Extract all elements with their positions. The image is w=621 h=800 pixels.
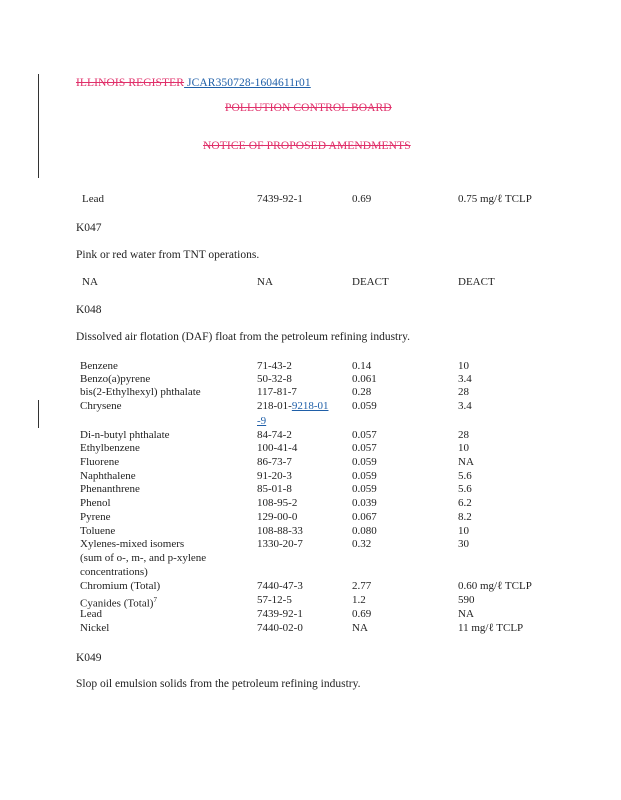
register-new: JCAR350728-1604611r01	[184, 77, 311, 89]
wastewater-value: 0.69	[352, 608, 372, 620]
nonwastewater-value: 10	[458, 442, 469, 454]
nonwastewater-value: 8.2	[458, 511, 472, 523]
table-row	[0, 498, 621, 512]
wastewater-value: 0.32	[352, 538, 372, 550]
constituent-name: Phenol	[80, 497, 111, 509]
wastewater-value: 0.059	[352, 400, 377, 412]
waste-description-k047: Pink or red water from TNT operations.	[76, 249, 260, 261]
constituent-name: Benzene	[80, 360, 118, 372]
table-row-xylenes	[0, 539, 621, 581]
constituent-name: Xylenes-mixed isomers	[80, 538, 185, 550]
footnote-marker: 7	[153, 596, 157, 604]
cas-number: 71-43-2	[257, 360, 292, 372]
wastewater-value: 0.057	[352, 429, 377, 441]
notice-title: NOTICE OF PROPOSED AMENDMENTS	[203, 140, 411, 152]
table-row	[0, 194, 621, 208]
cas-inserted-continued: -9	[257, 415, 267, 427]
constituent-name: Toluene	[80, 525, 116, 537]
nonwastewater-value: 3.4	[458, 373, 472, 385]
change-bar-header	[38, 74, 39, 178]
register-old: ILLINOIS REGISTER	[76, 77, 185, 89]
cas-number: 85-01-8	[257, 483, 292, 495]
wastewater-value: 0.067	[352, 511, 377, 523]
nonwastewater-value: 590	[458, 594, 475, 606]
table-row	[0, 595, 621, 609]
cas-number: 7440-47-3	[257, 580, 303, 592]
cas-number: NA	[257, 276, 273, 288]
constituent-name: Lead	[80, 608, 102, 620]
table-row	[0, 387, 621, 401]
wastewater-value: NA	[352, 622, 368, 634]
cas-number: 100-41-4	[257, 442, 298, 454]
nonwastewater-value: 5.6	[458, 483, 472, 495]
constituent-name: Lead	[82, 193, 104, 205]
table-row	[0, 609, 621, 623]
wastewater-value: 0.039	[352, 497, 377, 509]
cas-number: 84-74-2	[257, 429, 292, 441]
wastewater-value: 0.059	[352, 470, 377, 482]
cas-number: 86-73-7	[257, 456, 292, 468]
cas-number: 108-88-33	[257, 525, 303, 537]
table-row	[0, 581, 621, 595]
constituent-name: NA	[82, 276, 98, 288]
wastewater-value: 0.061	[352, 373, 377, 385]
cas-inserted: 9218-01	[291, 400, 329, 412]
cas-number: 7440-02-0	[257, 622, 303, 634]
wastewater-value: 0.28	[352, 386, 372, 398]
nonwastewater-value: 0.60 mg/ℓ TCLP	[458, 580, 532, 592]
cas-plain: 218-01-	[257, 400, 292, 412]
constituent-name: Nickel	[80, 622, 110, 634]
constituent-name: bis(2-Ethylhexyl) phthalate	[80, 386, 201, 398]
waste-description-k048: Dissolved air flotation (DAF) float from the petroleum refining industry.	[76, 331, 410, 343]
constituent-name-line2: (sum of o-, m-, and p-xylene	[80, 552, 207, 564]
cas-number: 7439-92-1	[257, 193, 303, 205]
table-row-chrysene	[0, 401, 621, 429]
cas-number: 50-32-8	[257, 373, 292, 385]
constituent-name: Chrysene	[80, 400, 122, 412]
nonwastewater-value: 28	[458, 429, 469, 441]
cas-number: 91-20-3	[257, 470, 292, 482]
cas-number: 1330-20-7	[257, 538, 303, 550]
nonwastewater-value: NA	[458, 608, 474, 620]
waste-code-k047: K047	[76, 222, 102, 234]
nonwastewater-value: 10	[458, 525, 469, 537]
constituent-name: Benzo(a)pyrene	[80, 373, 151, 385]
nonwastewater-value: NA	[458, 456, 474, 468]
table-row	[0, 457, 621, 471]
wastewater-value: 0.080	[352, 525, 377, 537]
constituent-name: Naphthalene	[80, 470, 136, 482]
constituent-name: Chromium (Total)	[80, 580, 161, 592]
wastewater-value: 1.2	[352, 594, 366, 606]
wastewater-value: 0.14	[352, 360, 372, 372]
cas-number: 117-81-7	[257, 386, 297, 398]
register-line	[76, 77, 311, 89]
nonwastewater-value: DEACT	[458, 276, 495, 288]
table-row	[0, 484, 621, 498]
wastewater-value: DEACT	[352, 276, 389, 288]
waste-code-k048: K048	[76, 304, 102, 316]
table-row	[0, 443, 621, 457]
wastewater-value: 2.77	[352, 580, 372, 592]
table-row	[0, 623, 621, 637]
nonwastewater-value: 10	[458, 360, 469, 372]
nonwastewater-value: 30	[458, 538, 469, 550]
constituent-name: Phenanthrene	[80, 483, 140, 495]
cas-number: 57-12-5	[257, 594, 292, 606]
constituent-name: Fluorene	[80, 456, 120, 468]
nonwastewater-value: 5.6	[458, 470, 472, 482]
constituent-name-text: Cyanides (Total)	[80, 597, 154, 610]
wastewater-value: 0.69	[352, 193, 372, 205]
waste-code-k049: K049	[76, 652, 102, 664]
board-title: POLLUTION CONTROL BOARD	[225, 102, 392, 114]
constituent-name-line3: concentrations)	[80, 566, 148, 578]
cas-number	[257, 401, 329, 412]
cas-number: 108-95-2	[257, 497, 298, 509]
constituent-name: Ethylbenzene	[80, 442, 140, 454]
waste-description-k049: Slop oil emulsion solids from the petroleum refining industry.	[76, 678, 361, 690]
wastewater-value: 0.059	[352, 483, 377, 495]
table-row	[0, 277, 621, 291]
nonwastewater-value: 3.4	[458, 400, 472, 412]
nonwastewater-value: 6.2	[458, 497, 472, 509]
nonwastewater-value: 0.75 mg/ℓ TCLP	[458, 193, 532, 205]
cas-number: 129-00-0	[257, 511, 298, 523]
wastewater-value: 0.057	[352, 442, 377, 454]
table-row	[0, 512, 621, 526]
constituent-name: Di-n-butyl phthalate	[80, 429, 170, 441]
wastewater-value: 0.059	[352, 456, 377, 468]
cas-number: 7439-92-1	[257, 608, 303, 620]
nonwastewater-value: 11 mg/ℓ TCLP	[458, 622, 524, 634]
constituent-name: Pyrene	[80, 511, 111, 523]
nonwastewater-value: 28	[458, 386, 469, 398]
